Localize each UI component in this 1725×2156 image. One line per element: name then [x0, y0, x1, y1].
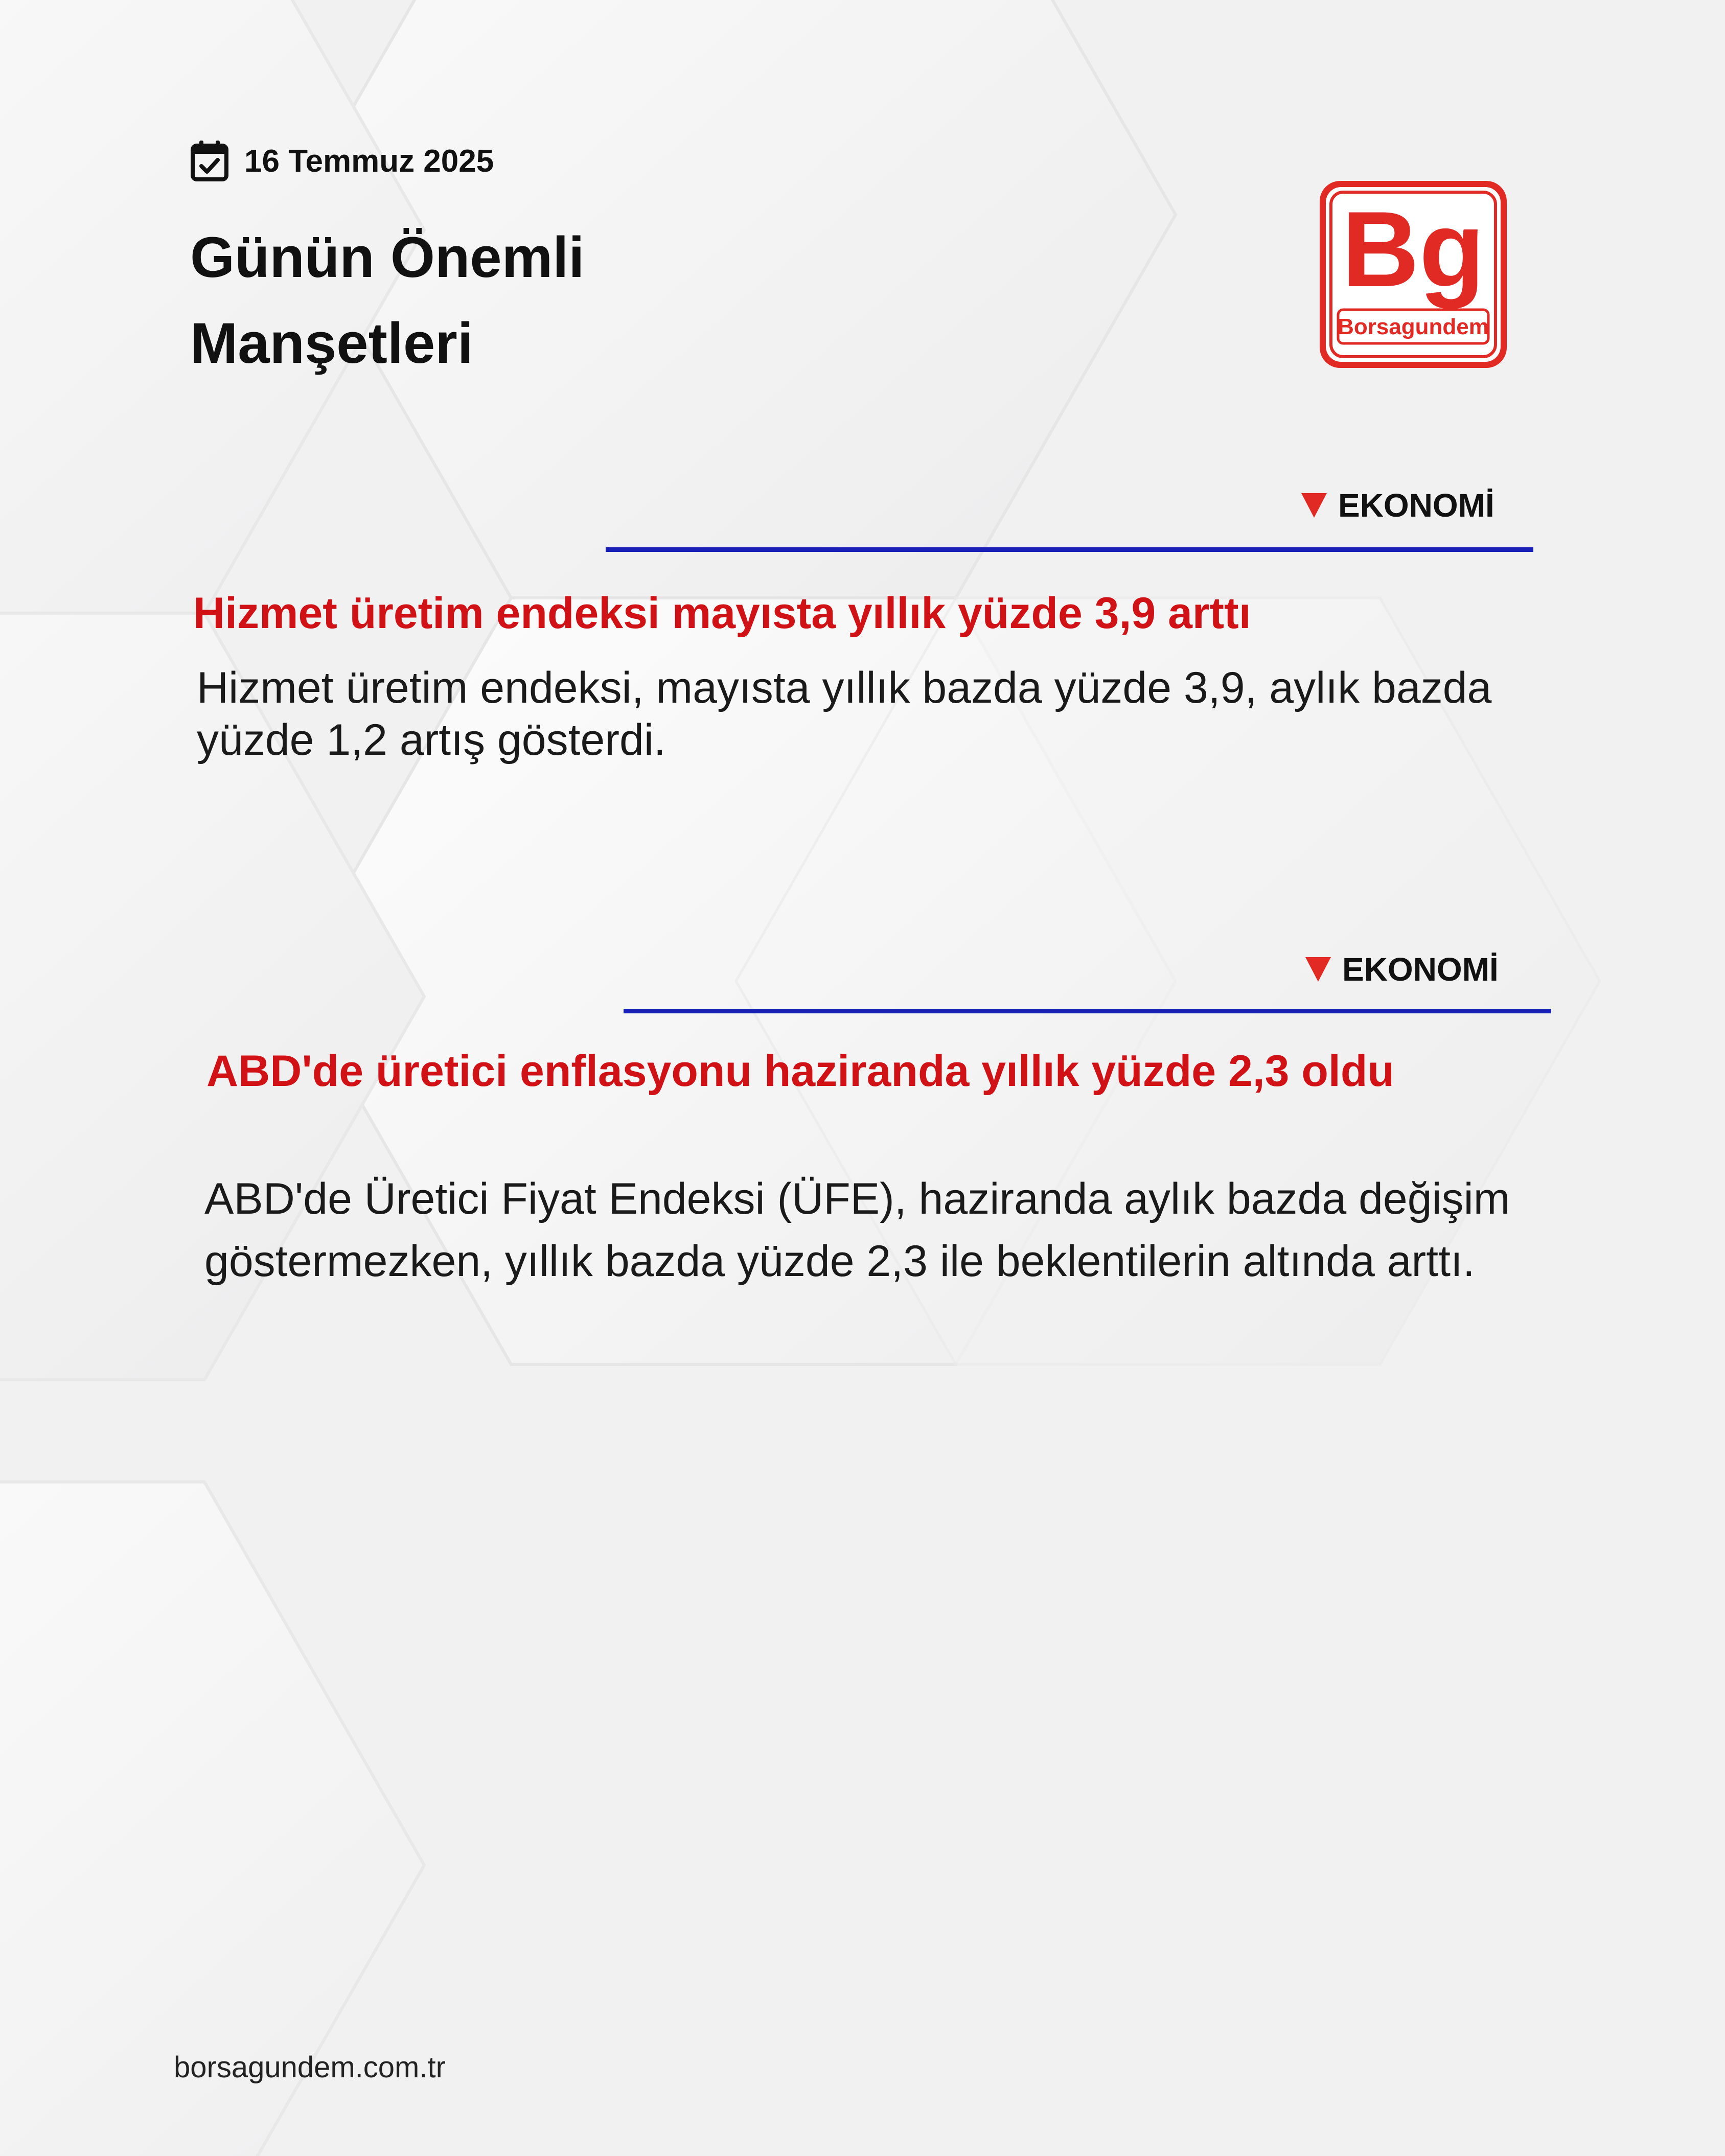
calendar-check-icon	[190, 140, 229, 182]
triangle-down-icon	[1300, 492, 1328, 519]
borsagundem-logo	[1318, 179, 1509, 370]
logo-name: Borsagundem	[1338, 314, 1489, 339]
article-2-divider	[624, 1009, 1551, 1013]
article-2-headline[interactable]: ABD'de üretici enflasyonu haziranda yıllık yüzde 2,3 oldu	[206, 1047, 1394, 1096]
footer-url[interactable]: borsagundem.com.tr	[174, 2051, 446, 2084]
logo-letters: Bg	[1342, 189, 1485, 309]
article-1-summary: Hizmet üretim endeksi, mayısta yıllık bazda yüzde 3,9, aylık bazda yüzde 1,2 artış gösterdi.	[197, 663, 1492, 764]
article-2-category	[1304, 951, 1499, 988]
date-row	[190, 138, 494, 184]
article-1-divider	[606, 547, 1533, 552]
article-1-category	[1300, 486, 1494, 524]
date-label: 16 Temmuz 2025	[244, 143, 494, 179]
article-2-summary: ABD'de Üretici Fiyat Endeksi (ÜFE), haziranda aylık bazda değişim göstermezken, yıllık bazda yüzde 2,3 ile beklentilerin altında arttı.	[204, 1174, 1510, 1286]
article-1-headline[interactable]: Hizmet üretim endeksi mayısta yıllık yüzde 3,9 arttı	[193, 589, 1251, 638]
page-title: Günün Önemli Manşetleri	[190, 225, 585, 375]
category-label: EKONOMİ	[1342, 951, 1499, 988]
triangle-down-icon	[1304, 956, 1332, 983]
category-label: EKONOMİ	[1338, 487, 1494, 524]
